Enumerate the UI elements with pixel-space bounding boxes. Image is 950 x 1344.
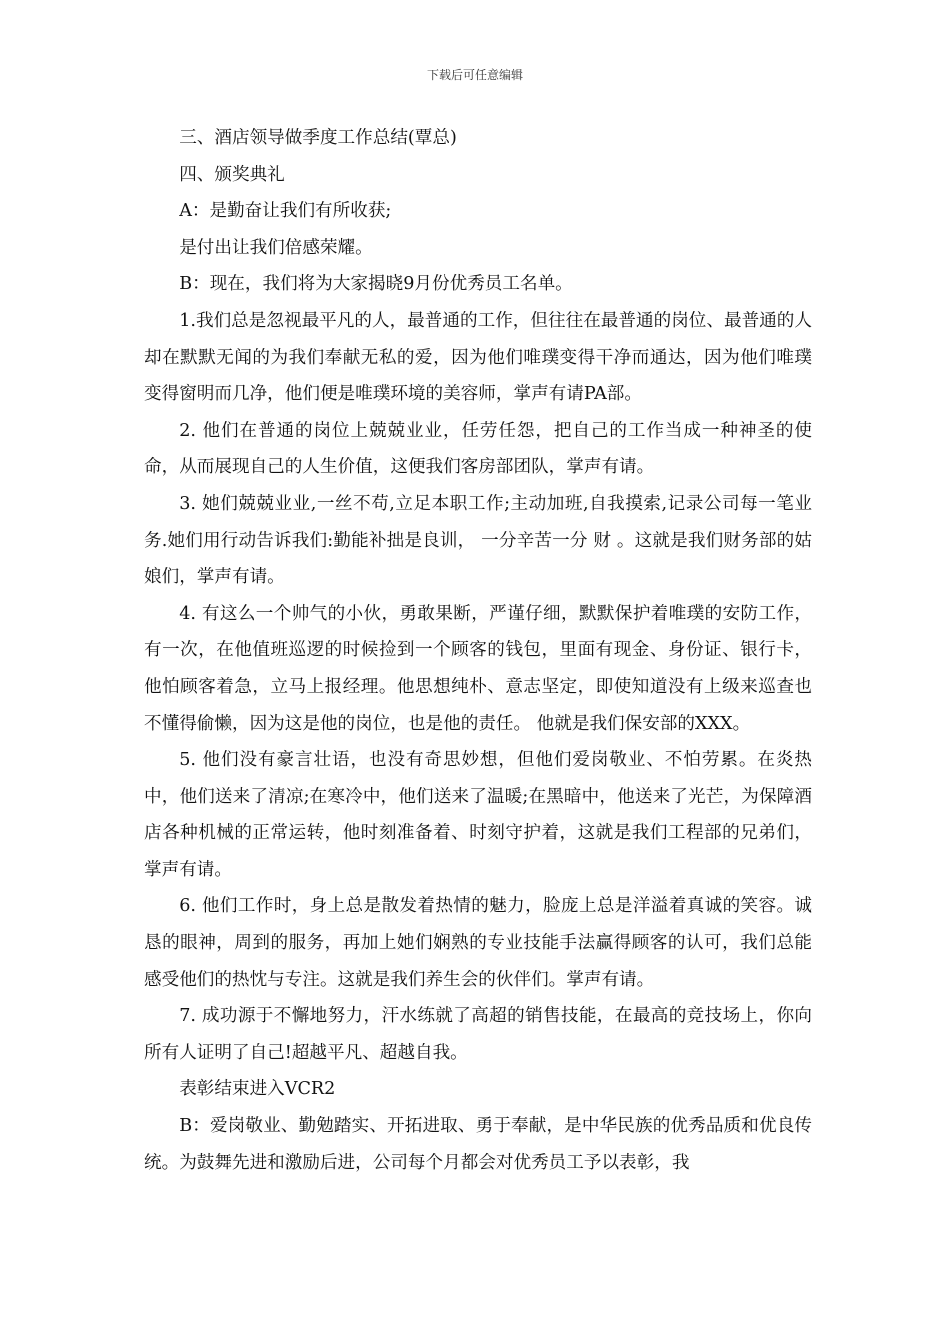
- paragraph-3: A：是勤奋让我们有所收获;: [179, 201, 392, 222]
- paragraph-2: 四、颁奖典礼: [179, 164, 285, 185]
- paragraph-10: 5. 他们没有豪言壮语，也没有奇思妙想，但他们爱岗敬业、不怕劳累。在炎热中，他们送来了清凉;在寒冷中，他们送来了温暖;在黑暗中，他送来了光芒，为保障酒店各种机械的正常运转，他时刻准备着、时刻守护着，这就是我们工程部的兄弟们，掌声有请。: [144, 750, 812, 880]
- document-body: [144, 120, 812, 1181]
- paragraph-14: B：爱岗敬业、勤勉踏实、开拓进取、勇于奉献，是中华民族的优秀品质和优良传统。为鼓舞先进和激励后进，公司每个月都会对优秀员工予以表彰，我: [144, 1116, 812, 1173]
- paragraph-8: 3. 她们兢兢业业,一丝不苟,立足本职工作;主动加班,自我摸索,记录公司每一笔业务.她们用行动告诉我们:勤能补拙是良训， 一分辛苦一分 财 。这就是我们财务部的姑娘们，掌声有请。: [144, 493, 812, 588]
- paragraph-4: 是付出让我们倍感荣耀。: [179, 237, 373, 258]
- paragraph-1: 三、酒店领导做季度工作总结(覃总): [179, 128, 457, 148]
- paragraph-12: 7. 成功源于不懈地努力，汗水练就了高超的销售技能，在最高的竞技场上，你向所有人证明了自己!超越平凡、超越自我。: [144, 1006, 812, 1063]
- paragraph-9: 4. 有这么一个帅气的小伙，勇敢果断，严谨仔细，默默保护着唯璞的安防工作，有一次，在他值班巡逻的时候捡到一个顾客的钱包，里面有现金、身份证、银行卡，他怕顾客着急，立马上报经理。他思想纯朴、意志坚定，即使知道没有上级来巡查也不懂得偷懒，因为这是他的岗位，也是他的责任。 他就是我们保安部的XXX。: [144, 603, 812, 734]
- paragraph-5: B：现在，我们将为大家揭晓9月份优秀员工名单。: [179, 274, 573, 295]
- paragraph-13: 表彰结束进入VCR2: [179, 1079, 336, 1100]
- page-header-note: 下载后可任意编辑: [426, 68, 523, 82]
- paragraph-11: 6. 他们工作时，身上总是散发着热情的魅力，脸庞上总是洋溢着真诚的笑容。诚恳的眼神，周到的服务，再加上她们娴熟的专业技能手法赢得顾客的认可，我们总能感受他们的热忱与专注。这就是我们养生会的伙伴们。掌声有请。: [144, 896, 812, 990]
- paragraph-6: 1.我们总是忽视最平凡的人，最普通的工作，但往往在最普通的岗位、最普通的人却在默默无闻的为我们奉献无私的爱，因为他们唯璞变得干净而通达，因为他们唯璞变得窗明而几净，他们便是唯璞环境的美容师，掌声有请PA部。: [144, 310, 812, 405]
- paragraph-7: 2. 他们在普通的岗位上兢兢业业，任劳任怨，把自己的工作当成一种神圣的使命，从而展现自己的人生价值，这便我们客房部团队，掌声有请。: [144, 420, 812, 478]
